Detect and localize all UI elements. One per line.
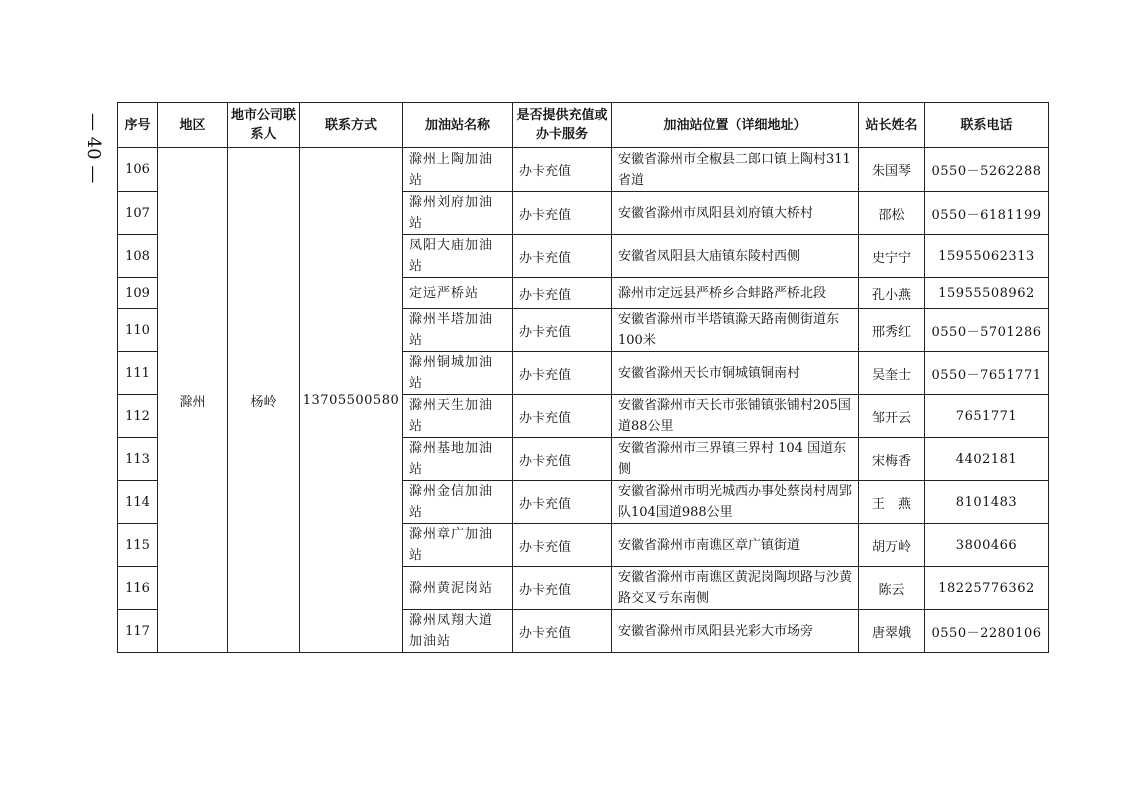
header-city-contact: 地市公司联系人 bbox=[228, 103, 300, 148]
service-type: 办卡充值 bbox=[513, 352, 612, 395]
service-type: 办卡充值 bbox=[513, 481, 612, 524]
header-row bbox=[118, 103, 1049, 148]
station-address: 安徽省滁州市南谯区黄泥岗陶坝路与沙黄路交叉亏东南侧 bbox=[612, 567, 859, 610]
manager-name: 朱国琴 bbox=[859, 148, 925, 192]
header-no: 序号 bbox=[118, 103, 158, 148]
region-cell: 滁州 bbox=[158, 148, 228, 653]
row-number: 116 bbox=[118, 567, 158, 610]
service-type: 办卡充值 bbox=[513, 395, 612, 438]
header-contact: 联系方式 bbox=[300, 103, 403, 148]
contact-cell: 13705500580 bbox=[300, 148, 403, 653]
manager-name: 孔小燕 bbox=[859, 278, 925, 309]
phone-number: 15955508962 bbox=[925, 278, 1049, 309]
station-address: 安徽省滁州市凤阳县光彩大市场旁 bbox=[612, 610, 859, 653]
service-type: 办卡充值 bbox=[513, 438, 612, 481]
station-name: 滁州黄泥岗站 bbox=[403, 567, 513, 610]
header-service: 是否提供充值或办卡服务 bbox=[513, 103, 612, 148]
header-station-name: 加油站名称 bbox=[403, 103, 513, 148]
service-type: 办卡充值 bbox=[513, 192, 612, 235]
station-address: 安徽省滁州天长市铜城镇铜南村 bbox=[612, 352, 859, 395]
station-address: 滁州市定远县严桥乡合蚌路严桥北段 bbox=[612, 278, 859, 309]
city-contact-cell: 杨岭 bbox=[228, 148, 300, 653]
phone-number: 8101483 bbox=[925, 481, 1049, 524]
manager-name: 宋梅香 bbox=[859, 438, 925, 481]
phone-number: 7651771 bbox=[925, 395, 1049, 438]
row-number: 107 bbox=[118, 192, 158, 235]
header-address: 加油站位置（详细地址） bbox=[612, 103, 859, 148]
row-number: 111 bbox=[118, 352, 158, 395]
station-name: 滁州铜城加油站 bbox=[403, 352, 513, 395]
manager-name: 吴奎士 bbox=[859, 352, 925, 395]
station-address: 安徽省滁州市凤阳县刘府镇大桥村 bbox=[612, 192, 859, 235]
service-type: 办卡充值 bbox=[513, 567, 612, 610]
service-type: 办卡充值 bbox=[513, 278, 612, 309]
phone-number: 18225776362 bbox=[925, 567, 1049, 610]
station-address: 安徽省滁州市天长市张铺镇张铺村205国道88公里 bbox=[612, 395, 859, 438]
station-name: 滁州基地加油站 bbox=[403, 438, 513, 481]
manager-name: 邢秀红 bbox=[859, 309, 925, 352]
manager-name: 邵松 bbox=[859, 192, 925, 235]
row-number: 114 bbox=[118, 481, 158, 524]
service-type: 办卡充值 bbox=[513, 148, 612, 192]
row-number: 115 bbox=[118, 524, 158, 567]
phone-number: 0550－5262288 bbox=[925, 148, 1049, 192]
gas-station-table bbox=[117, 102, 1049, 653]
station-name: 滁州半塔加油站 bbox=[403, 309, 513, 352]
manager-name: 史宁宁 bbox=[859, 235, 925, 278]
phone-number: 0550－5701286 bbox=[925, 309, 1049, 352]
manager-name: 邹开云 bbox=[859, 395, 925, 438]
manager-name: 胡万岭 bbox=[859, 524, 925, 567]
station-name: 凤阳大庙加油站 bbox=[403, 235, 513, 278]
row-number: 113 bbox=[118, 438, 158, 481]
station-name: 滁州天生加油站 bbox=[403, 395, 513, 438]
station-name: 定远严桥站 bbox=[403, 278, 513, 309]
station-name: 滁州上陶加油站 bbox=[403, 148, 513, 192]
row-number: 117 bbox=[118, 610, 158, 653]
phone-number: 3800466 bbox=[925, 524, 1049, 567]
row-number: 112 bbox=[118, 395, 158, 438]
phone-number: 0550－2280106 bbox=[925, 610, 1049, 653]
service-type: 办卡充值 bbox=[513, 309, 612, 352]
station-address: 安徽省滁州市全椒县二郎口镇上陶村311省道 bbox=[612, 148, 859, 192]
service-type: 办卡充值 bbox=[513, 524, 612, 567]
header-region: 地区 bbox=[158, 103, 228, 148]
row-number: 109 bbox=[118, 278, 158, 309]
manager-name: 王 燕 bbox=[859, 481, 925, 524]
header-phone: 联系电话 bbox=[925, 103, 1049, 148]
phone-number: 0550－7651771 bbox=[925, 352, 1049, 395]
station-name: 滁州凤翔大道加油站 bbox=[403, 610, 513, 653]
station-address: 安徽省滁州市半塔镇滁天路南侧街道东100米 bbox=[612, 309, 859, 352]
header-manager: 站长姓名 bbox=[859, 103, 925, 148]
station-address: 安徽省滁州市明光城西办事处蔡岗村周郢队104国道988公里 bbox=[612, 481, 859, 524]
row-number: 108 bbox=[118, 235, 158, 278]
service-type: 办卡充值 bbox=[513, 235, 612, 278]
phone-number: 4402181 bbox=[925, 438, 1049, 481]
manager-name: 陈云 bbox=[859, 567, 925, 610]
table-row bbox=[118, 148, 1049, 192]
row-number: 106 bbox=[118, 148, 158, 192]
station-name: 滁州刘府加油站 bbox=[403, 192, 513, 235]
station-name: 滁州金信加油站 bbox=[403, 481, 513, 524]
phone-number: 0550－6181199 bbox=[925, 192, 1049, 235]
phone-number: 15955062313 bbox=[925, 235, 1049, 278]
service-type: 办卡充值 bbox=[513, 610, 612, 653]
station-address: 安徽省滁州市南谯区章广镇街道 bbox=[612, 524, 859, 567]
station-name: 滁州章广加油站 bbox=[403, 524, 513, 567]
station-address: 安徽省滁州市三界镇三界村 104 国道东侧 bbox=[612, 438, 859, 481]
page-number: — 40 — bbox=[83, 112, 104, 184]
station-address: 安徽省凤阳县大庙镇东陵村西侧 bbox=[612, 235, 859, 278]
row-number: 110 bbox=[118, 309, 158, 352]
manager-name: 唐翠娥 bbox=[859, 610, 925, 653]
